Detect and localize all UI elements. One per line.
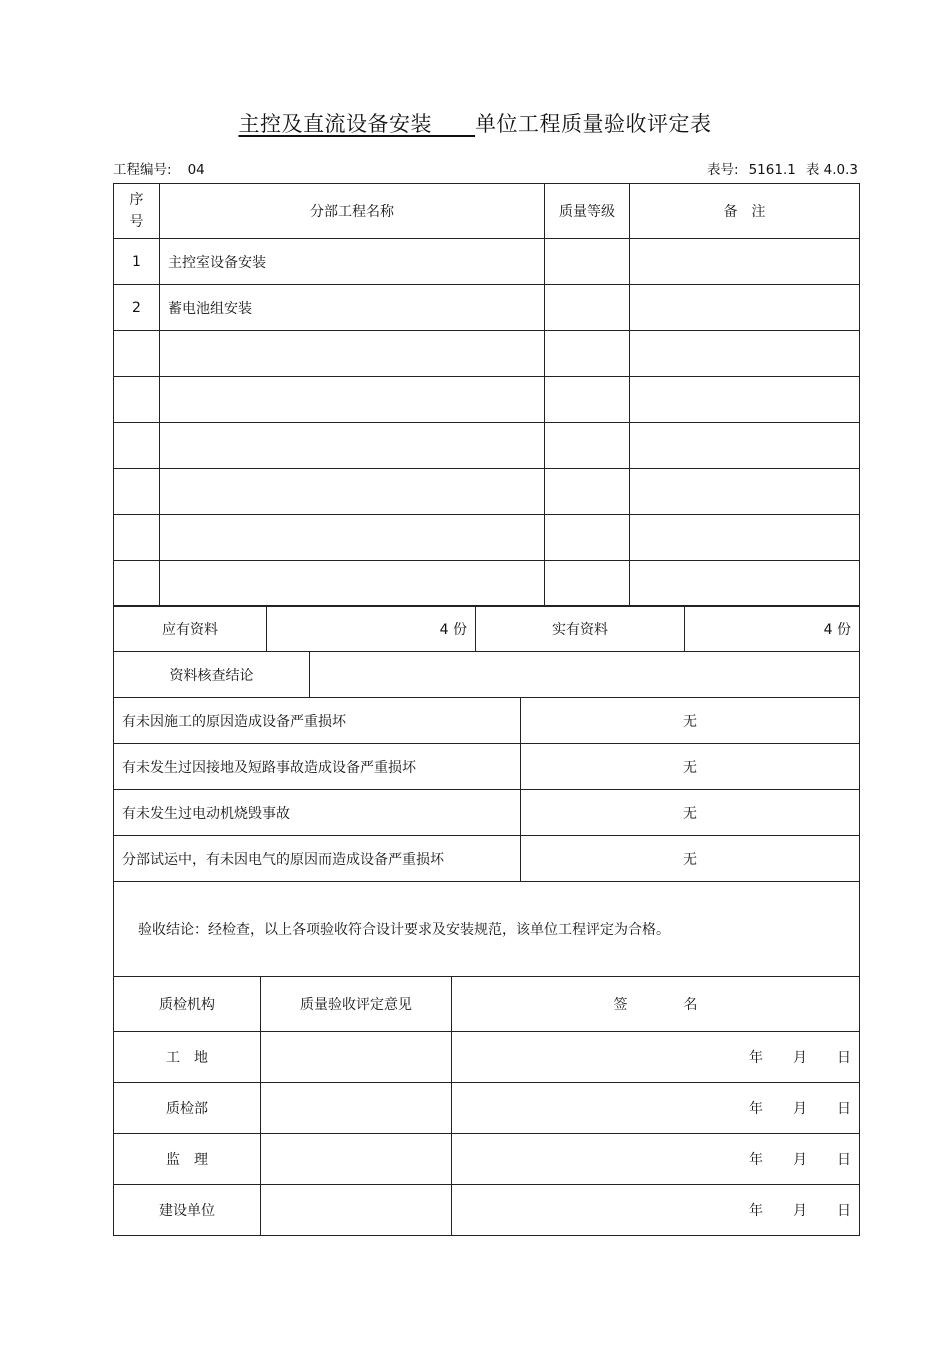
- row-note[interactable]: [630, 469, 860, 515]
- header-note: 备 注: [630, 184, 860, 239]
- required-docs-label: 应有资料: [114, 606, 267, 652]
- row-name[interactable]: [160, 377, 545, 423]
- signoff-opinion[interactable]: [261, 1134, 452, 1185]
- header-quality-grade: 质量等级: [545, 184, 630, 239]
- date-year: 年: [749, 1050, 763, 1066]
- signoff-org: 质检部: [114, 1083, 261, 1134]
- signoff-row: [114, 1185, 860, 1236]
- check-item: 有未发生过电动机烧毁事故: [114, 790, 521, 836]
- row-name: 蓄电池组安装: [160, 285, 545, 331]
- project-number-label: 工程编号:: [113, 162, 172, 178]
- row-name[interactable]: [160, 561, 545, 607]
- signoff-signature-date[interactable]: [452, 1032, 860, 1083]
- check-item: 有未发生过因接地及短路事故造成设备严重损坏: [114, 744, 521, 790]
- row-seq: 2: [114, 285, 160, 331]
- table-row: [114, 469, 860, 515]
- actual-docs-label: 实有资料: [476, 606, 685, 652]
- check-item: 分部试运中，有未因电气的原因而造成设备严重损坏: [114, 836, 521, 882]
- row-seq[interactable]: [114, 561, 160, 607]
- row-seq[interactable]: [114, 469, 160, 515]
- row-grade[interactable]: [545, 515, 630, 561]
- table-row: [114, 377, 860, 423]
- date-day: 日: [837, 1101, 851, 1117]
- subproject-table: [113, 183, 860, 607]
- documents-table: [113, 605, 860, 652]
- check-result[interactable]: 无: [521, 790, 860, 836]
- signoff-opinion[interactable]: [261, 1032, 452, 1083]
- table-row: [114, 285, 860, 331]
- signoff-row: [114, 1083, 860, 1134]
- title-suffix: 单位工程质量验收评定表: [475, 112, 712, 136]
- date-month: 月: [793, 1101, 807, 1117]
- header-subproject-name: 分部工程名称: [160, 184, 545, 239]
- table-row: [114, 515, 860, 561]
- form-number-value: 5161.1: [748, 162, 796, 178]
- signoff-org: 监 理: [114, 1134, 261, 1185]
- signoff-row: [114, 1134, 860, 1185]
- header-signature: 签 名: [452, 977, 860, 1032]
- title-underline-gap: [432, 112, 475, 136]
- required-docs-value[interactable]: 4 份: [267, 606, 476, 652]
- date-day: 日: [837, 1050, 851, 1066]
- check-row: [114, 836, 860, 882]
- table-row: [114, 331, 860, 377]
- signoff-signature-date[interactable]: [452, 1185, 860, 1236]
- row-seq: 1: [114, 239, 160, 285]
- signoff-row: [114, 1032, 860, 1083]
- doc-check-label: 资料核查结论: [114, 652, 310, 698]
- table-row: [114, 561, 860, 607]
- row-name: 主控室设备安装: [160, 239, 545, 285]
- form-number: [707, 158, 858, 178]
- conclusion-row: [114, 882, 860, 977]
- date-month: 月: [793, 1050, 807, 1066]
- row-note[interactable]: [630, 423, 860, 469]
- row-seq[interactable]: [114, 515, 160, 561]
- table-row: [114, 423, 860, 469]
- check-row: [114, 698, 860, 744]
- row-note[interactable]: [630, 515, 860, 561]
- signoff-opinion[interactable]: [261, 1083, 452, 1134]
- signoff-org: 建设单位: [114, 1185, 261, 1236]
- check-result[interactable]: 无: [521, 836, 860, 882]
- signoff-table: [113, 976, 860, 1236]
- doc-check-value[interactable]: [310, 652, 860, 698]
- row-note[interactable]: [630, 561, 860, 607]
- check-item: 有未因施工的原因造成设备严重损坏: [114, 698, 521, 744]
- signoff-org: 工 地: [114, 1032, 261, 1083]
- date-month: 月: [793, 1152, 807, 1168]
- row-note[interactable]: [630, 377, 860, 423]
- signoff-signature-date[interactable]: [452, 1134, 860, 1185]
- date-day: 日: [837, 1152, 851, 1168]
- check-result[interactable]: 无: [521, 744, 860, 790]
- doc-check-table: [113, 651, 860, 698]
- signoff-signature-date[interactable]: [452, 1083, 860, 1134]
- date-year: 年: [749, 1101, 763, 1117]
- date-year: 年: [749, 1152, 763, 1168]
- form-title: [0, 108, 950, 138]
- row-grade[interactable]: [545, 561, 630, 607]
- project-number: [113, 158, 205, 178]
- header-qc-opinion: 质量验收评定意见: [261, 977, 452, 1032]
- row-grade[interactable]: [545, 331, 630, 377]
- row-note[interactable]: [630, 285, 860, 331]
- row-grade[interactable]: [545, 239, 630, 285]
- table-reference: 表 4.0.3: [805, 162, 858, 178]
- form-number-label: 表号:: [707, 162, 739, 178]
- row-grade[interactable]: [545, 377, 630, 423]
- row-seq[interactable]: [114, 423, 160, 469]
- header-seq: 序 号: [114, 184, 160, 239]
- date-month: 月: [793, 1203, 807, 1219]
- check-row: [114, 744, 860, 790]
- acceptance-conclusion[interactable]: 验收结论：经检查，以上各项验收符合设计要求及安装规范，该单位工程评定为合格。: [114, 882, 860, 977]
- table-header-row: [114, 184, 860, 239]
- signoff-opinion[interactable]: [261, 1185, 452, 1236]
- header-qc-org: 质检机构: [114, 977, 261, 1032]
- signoff-header-row: [114, 977, 860, 1032]
- row-grade[interactable]: [545, 469, 630, 515]
- date-day: 日: [837, 1203, 851, 1219]
- row-grade[interactable]: [545, 285, 630, 331]
- row-seq[interactable]: [114, 331, 160, 377]
- check-row: [114, 790, 860, 836]
- row-name[interactable]: [160, 331, 545, 377]
- checks-table: [113, 697, 860, 977]
- title-project-name: 主控及直流设备安装: [238, 112, 432, 136]
- row-note[interactable]: [630, 331, 860, 377]
- row-seq[interactable]: [114, 377, 160, 423]
- row-name[interactable]: [160, 423, 545, 469]
- table-row: [114, 239, 860, 285]
- row-name[interactable]: [160, 515, 545, 561]
- check-result[interactable]: 无: [521, 698, 860, 744]
- project-number-value: 04: [187, 162, 205, 178]
- row-grade[interactable]: [545, 423, 630, 469]
- row-name[interactable]: [160, 469, 545, 515]
- date-year: 年: [749, 1203, 763, 1219]
- row-note[interactable]: [630, 239, 860, 285]
- actual-docs-value[interactable]: 4 份: [685, 606, 860, 652]
